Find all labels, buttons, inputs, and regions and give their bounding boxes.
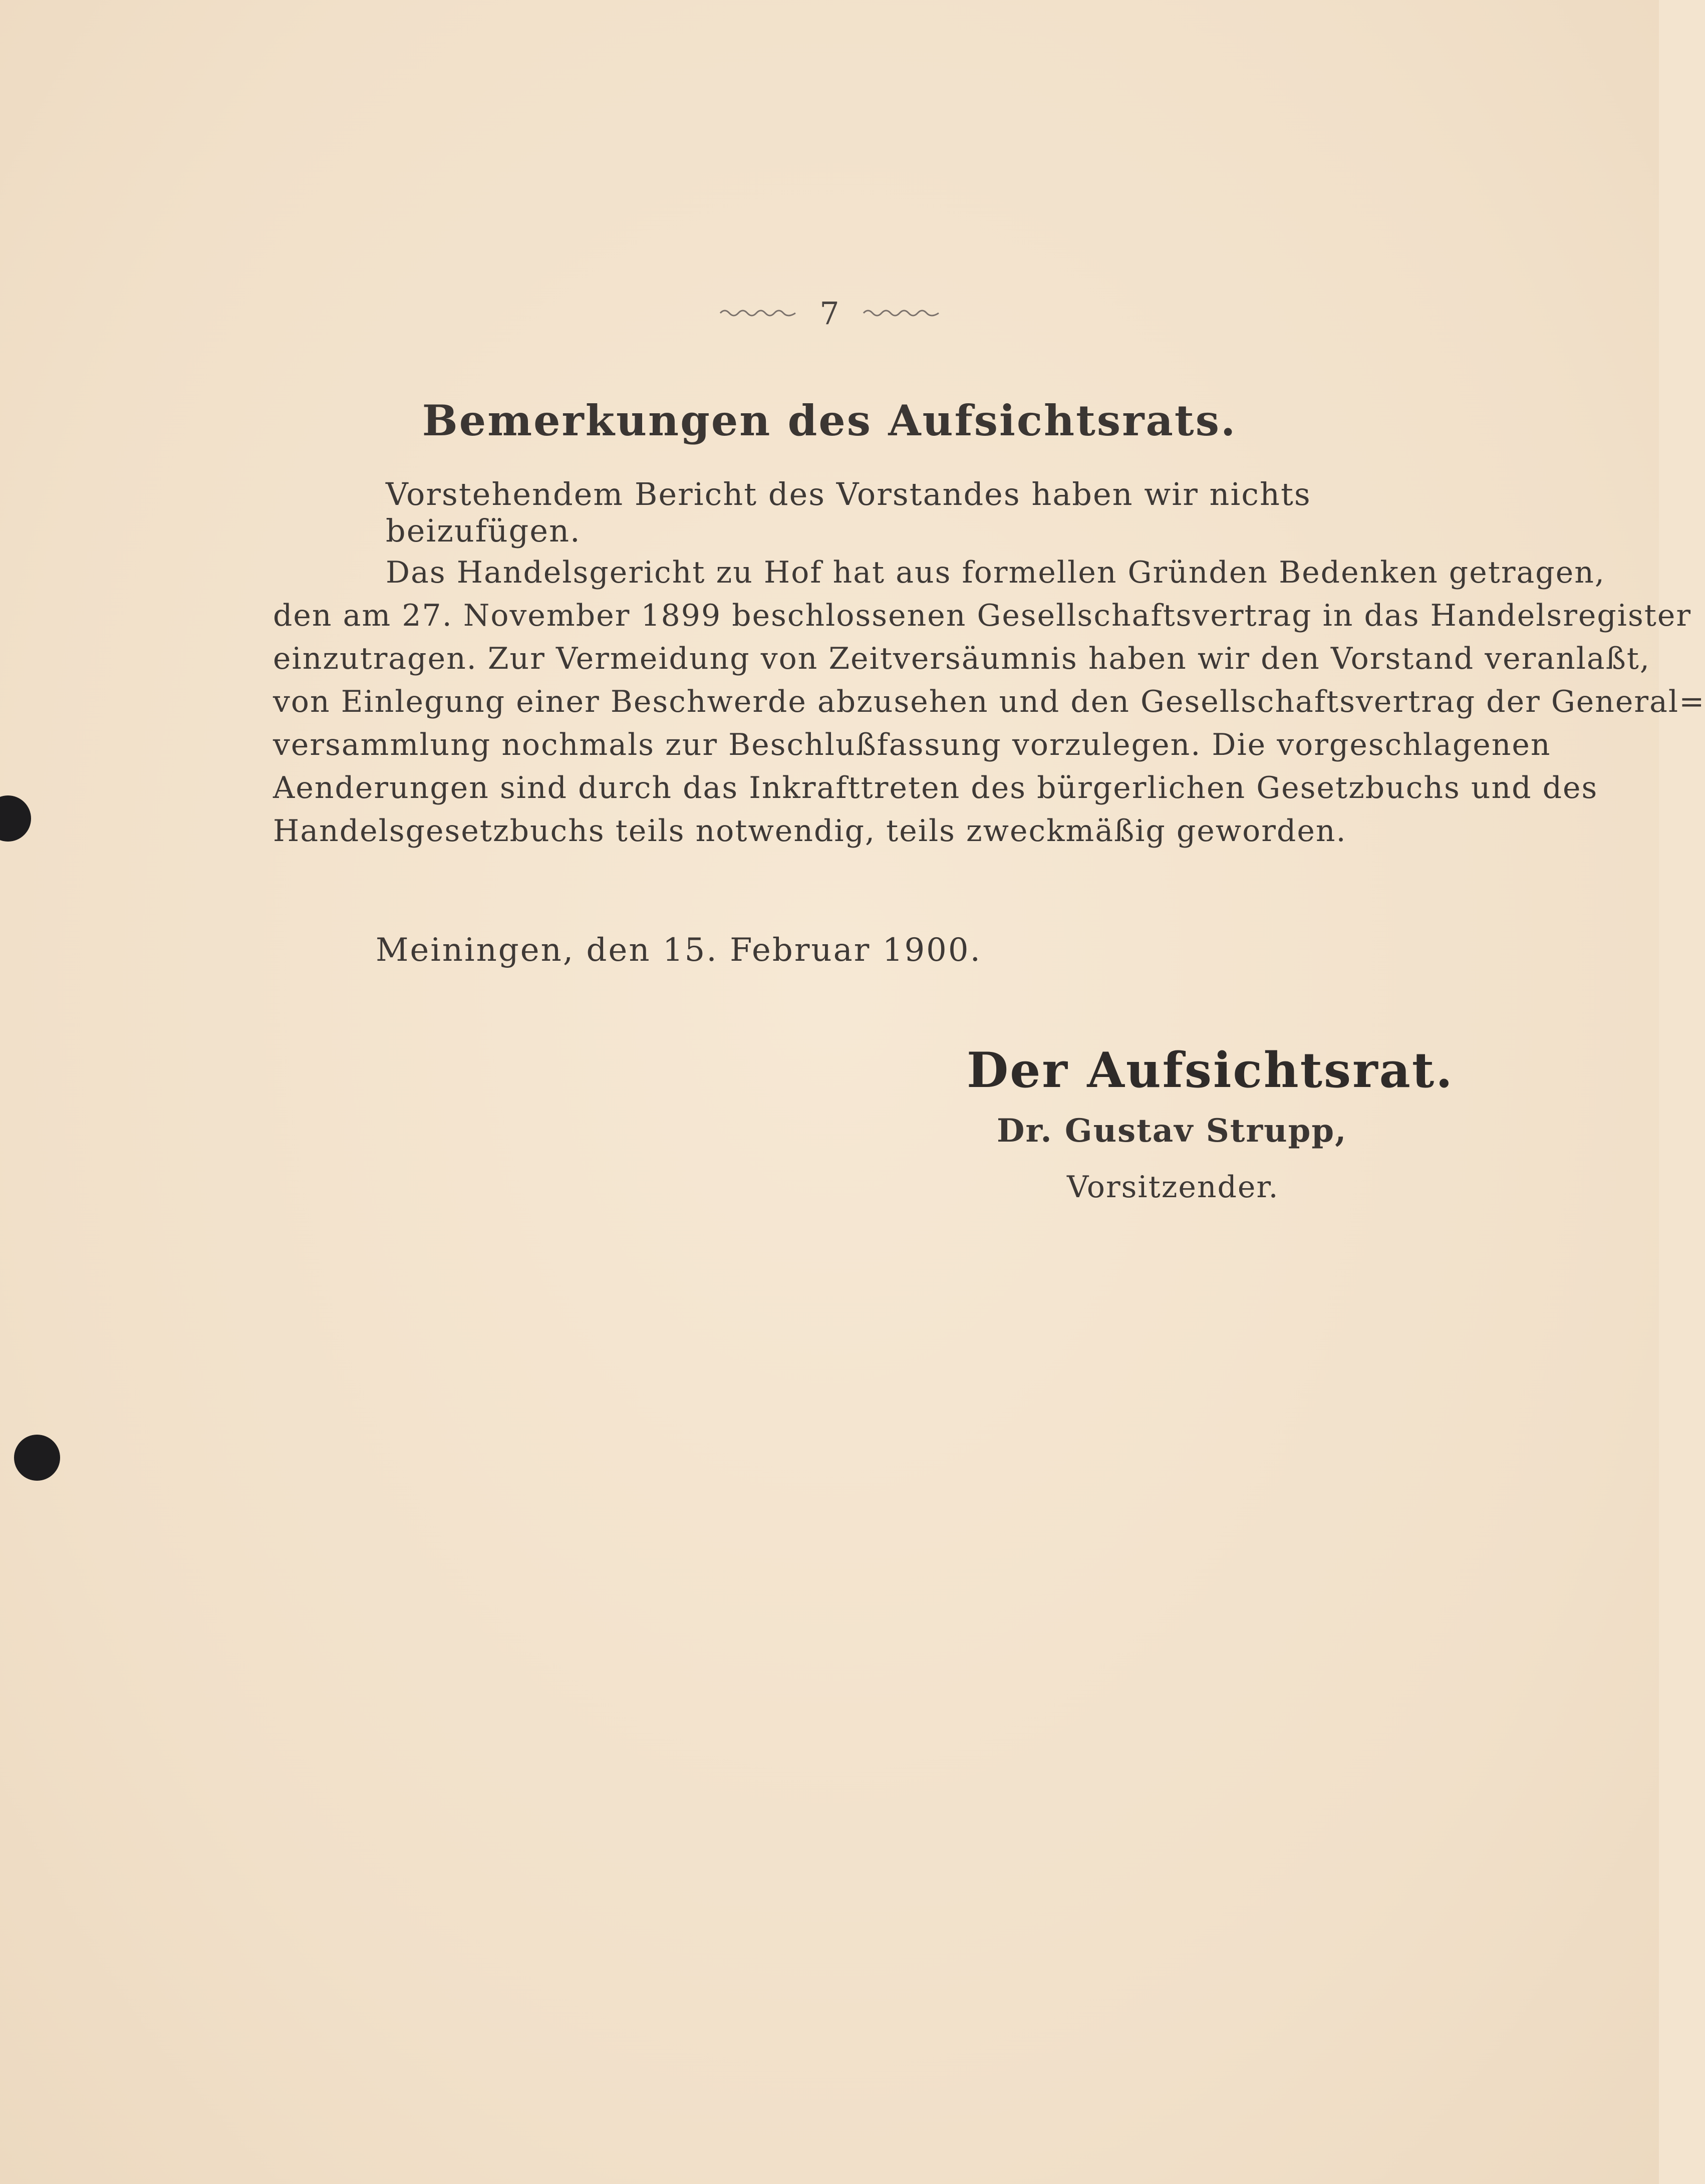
body-line: von Einlegung einer Beschwerde abzusehen und den Gesellschaftsvertrag der General=: [273, 684, 1705, 719]
signature-role: Vorsitzender.: [1067, 1170, 1279, 1205]
punch-hole-bottom: [14, 1435, 60, 1481]
body-line: versammlung nochmals zur Beschlußfassung vorzulegen. Die vorgeschlagenen: [273, 727, 1551, 762]
section-heading: Bemerkungen des Aufsichtsrats.: [422, 396, 1237, 445]
page-number: 7: [819, 295, 839, 332]
body-paragraph: [273, 551, 1705, 853]
ornament-wave-left: [720, 307, 795, 319]
signature-name: Dr. Gustav Strupp,: [997, 1112, 1347, 1150]
place-and-date: Meiningen, den 15. Februar 1900.: [376, 932, 982, 969]
page-number-row: [0, 291, 1659, 336]
intro-sentence: Vorstehendem Bericht des Vorstandes haben wir nichts beizufügen.: [386, 476, 1311, 549]
body-line: den am 27. November 1899 beschlossenen Gesellschaftsvertrag in das Handelsregister: [273, 598, 1692, 633]
body-line: Handelsgesetzbuchs teils notwendig, teils zweckmäßig geworden.: [273, 813, 1347, 849]
body-line: Aenderungen sind durch das Inkrafttreten des bürgerlichen Gesetzbuchs und des: [273, 770, 1598, 805]
signature-organization: Der Aufsichtsrat.: [967, 1042, 1454, 1099]
body-line: einzutragen. Zur Vermeidung von Zeitversäumnis haben wir den Vorstand veranlaßt,: [273, 641, 1650, 676]
ornament-wave-right: [864, 307, 939, 319]
body-line: Das Handelsgericht zu Hof hat aus formellen Gründen Bedenken getragen,: [386, 555, 1605, 590]
punch-hole-top: [0, 795, 31, 842]
